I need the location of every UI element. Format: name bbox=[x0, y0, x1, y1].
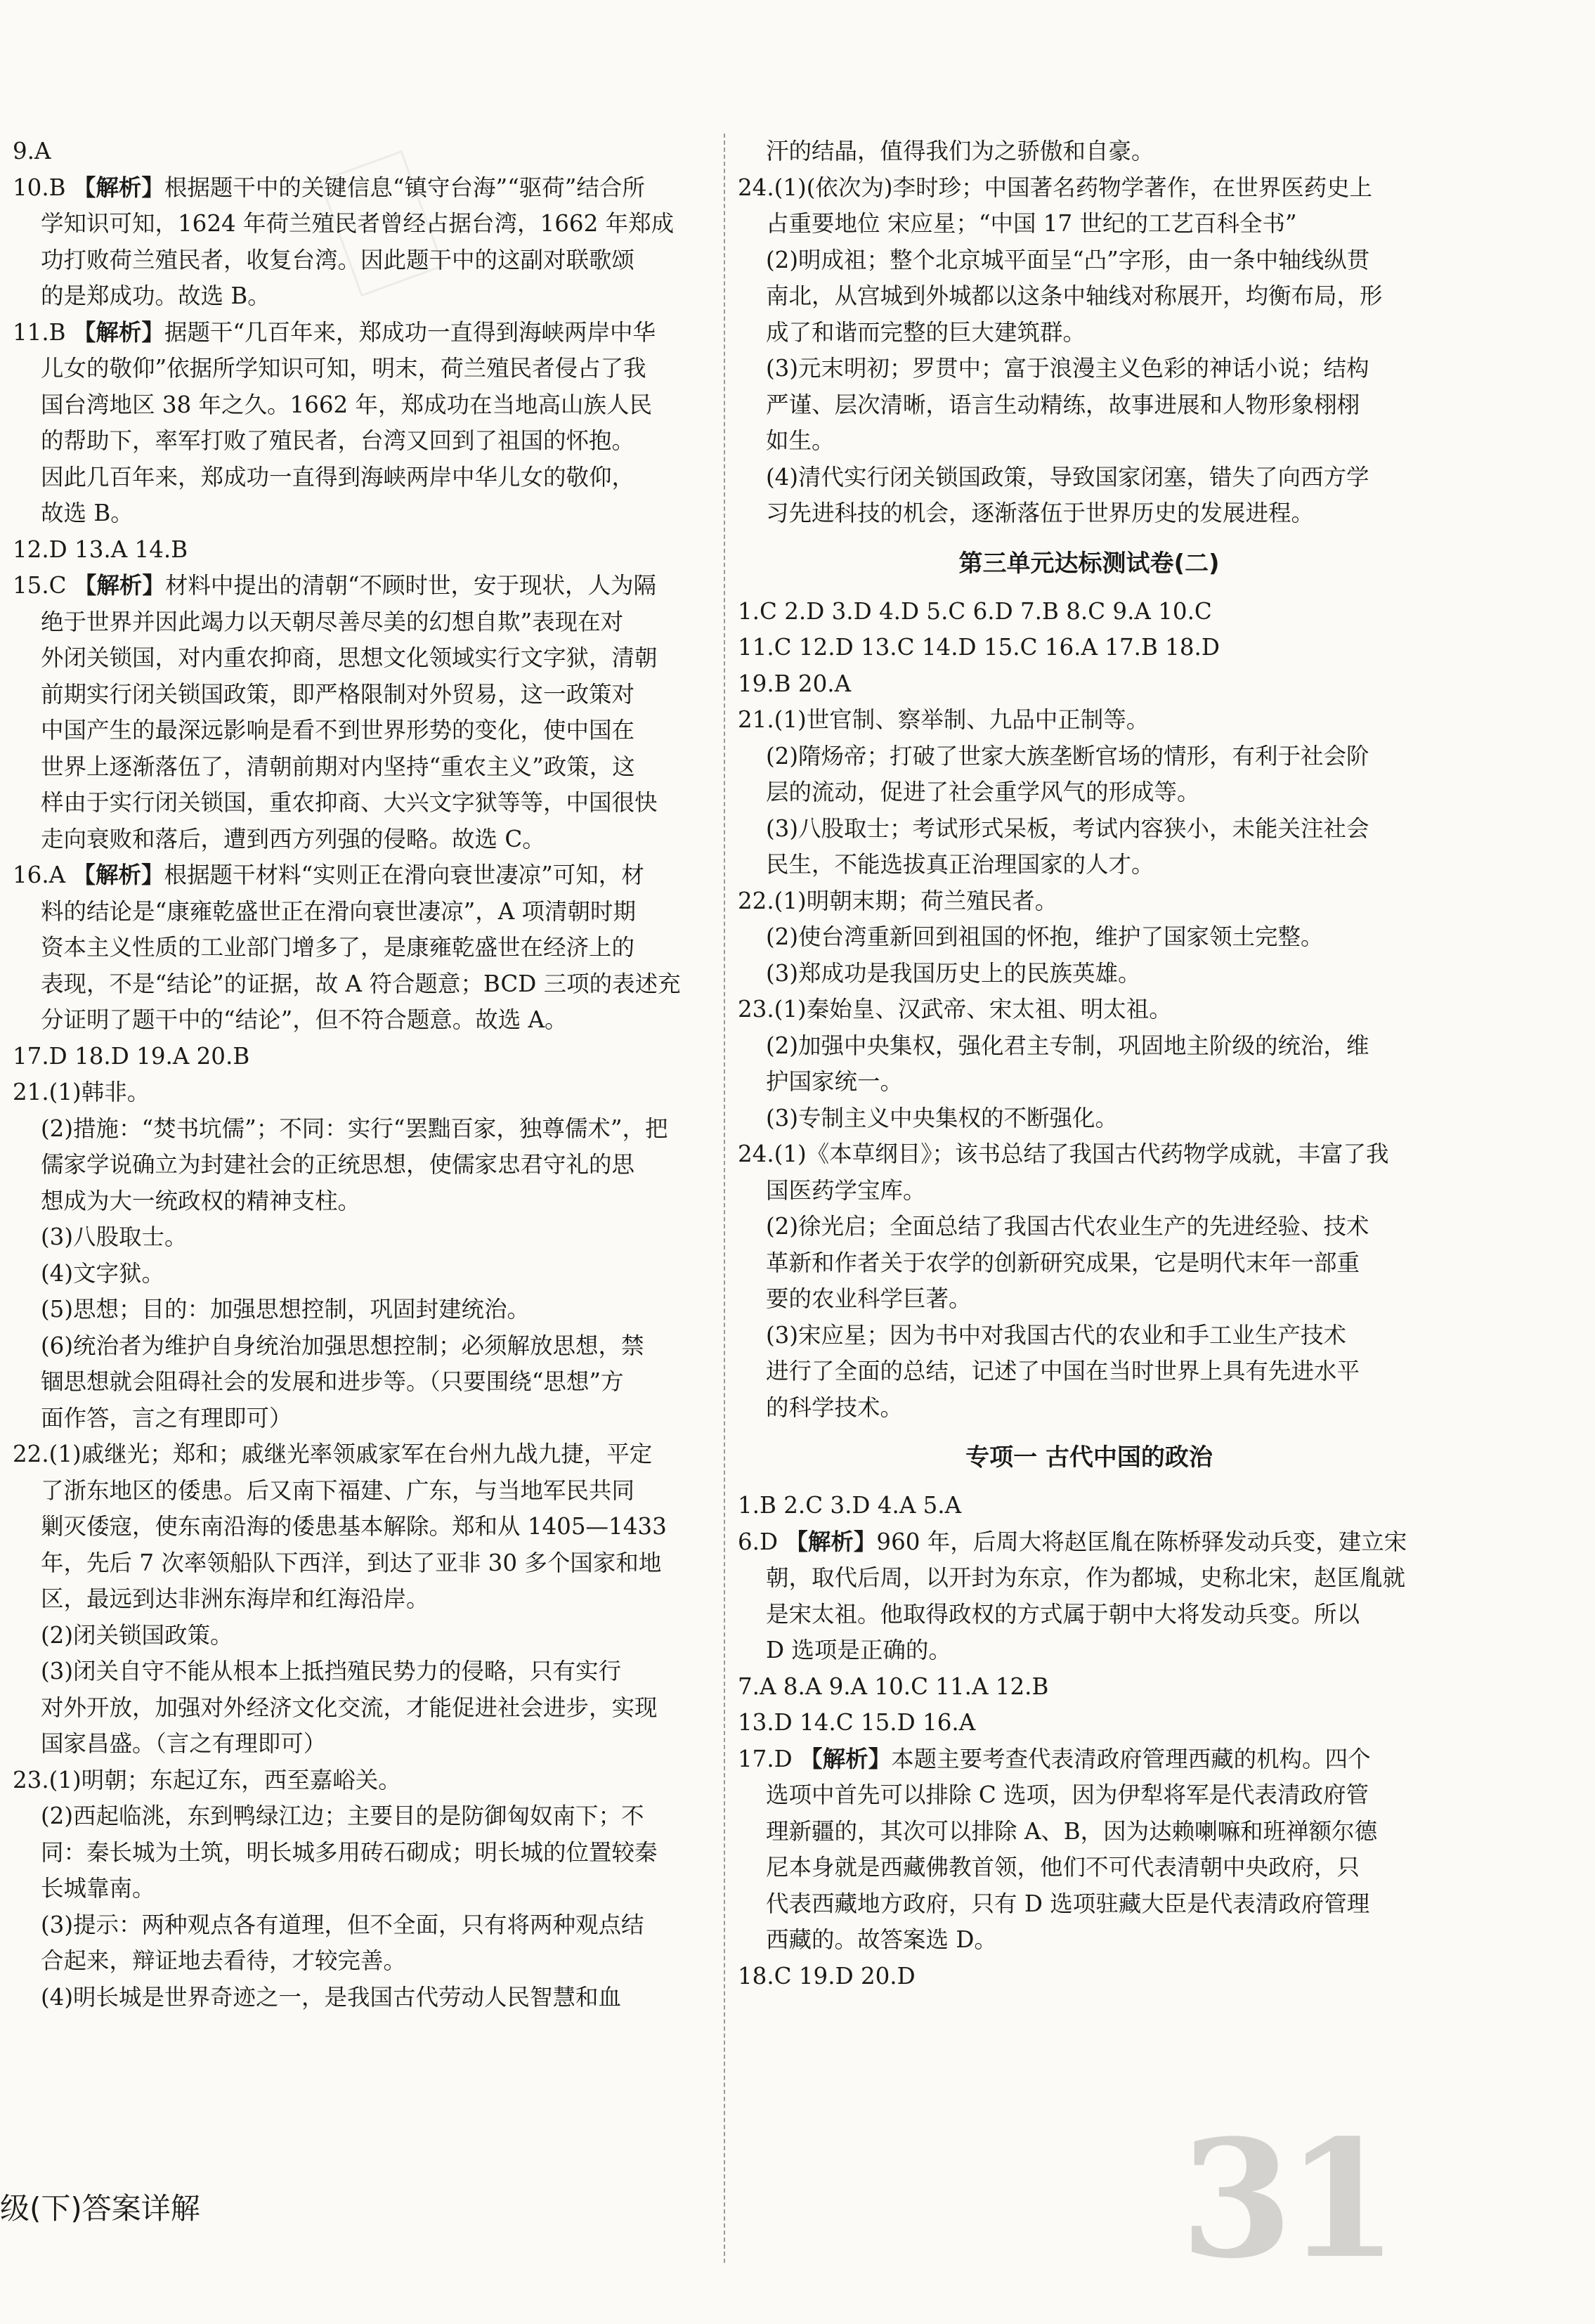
answer-line: 22.(1)明朝末期；荷兰殖民者。 bbox=[738, 887, 1058, 914]
answer-line: 1.B 2.C 3.D 4.A 5.A bbox=[738, 1492, 962, 1519]
answer-line: 的是郑成功。故选 B。 bbox=[41, 283, 271, 309]
answer-line: 18.C 19.D 20.D bbox=[738, 1962, 916, 1989]
answer-line: 对外开放，加强对外经济文化交流，才能促进社会进步，实现 bbox=[41, 1694, 658, 1721]
answer-line: 23.(1)明朝；东起辽东，西至嘉峪关。 bbox=[13, 1766, 401, 1793]
answer-line: 故选 B。 bbox=[41, 500, 134, 526]
answer-line: 如生。 bbox=[766, 427, 835, 454]
left-column bbox=[13, 134, 725, 2263]
answer-line: 11.C 12.D 13.C 14.D 15.C 16.A 17.B 18.D bbox=[738, 634, 1220, 661]
answer-line: 外闭关锁国，对内重农抑商，思想文化领域实行文字狱，清朝 bbox=[41, 644, 658, 671]
right-column bbox=[738, 134, 1440, 1994]
answer-line: 的科学技术。 bbox=[766, 1394, 904, 1421]
analysis-tag: 【解析】 bbox=[72, 862, 164, 888]
answer-line: 选项中首先可以排除 C 选项，因为伊犁将军是代表清政府管 bbox=[766, 1781, 1369, 1808]
section-title-special1: 专项一 古代中国的政治 bbox=[965, 1443, 1213, 1472]
answer-line: 17.D 18.D 19.A 20.B bbox=[13, 1042, 250, 1070]
answer-line: 表现，不是“结论”的证据，故 A 符合题意；BCD 三项的表述充 bbox=[41, 970, 681, 997]
answer-line: 年，先后 7 次率领船队下西洋，到达了亚非 30 多个国家和地 bbox=[41, 1549, 662, 1576]
answer-line: 进行了全面的总结，记述了中国在当时世界上具有先进水平 bbox=[766, 1358, 1360, 1384]
answer-line: 15.C 【解析】材料中提出的清朝“不顾时世，安于现状，人为隔 bbox=[13, 572, 657, 599]
answer-line: (3)元末明初；罗贯中；富于浪漫主义色彩的神话小说；结构 bbox=[766, 355, 1369, 382]
answer-line: 17.D 【解析】本题主要考查代表清政府管理西藏的机构。四个 bbox=[738, 1745, 1371, 1772]
answer-line: 成了和谐而完整的巨大建筑群。 bbox=[766, 318, 1086, 346]
answer-line: (2)明成祖；整个北京城平面呈“凸”字形，由一条中轴线纵贯 bbox=[766, 246, 1370, 273]
answer-line: 国家昌盛。（言之有理即可） bbox=[41, 1730, 327, 1757]
answer-line: 21.(1)世官制、察举制、九品中正制等。 bbox=[738, 706, 1150, 733]
answer-line: 12.D 13.A 14.B bbox=[13, 535, 188, 563]
answer-line: D 选项是正确的。 bbox=[766, 1637, 951, 1663]
answer-line: (3)提示：两种观点各有道理，但不全面，只有将两种观点结 bbox=[41, 1911, 644, 1938]
answer-line: 是宋太祖。他取得政权的方式属于朝中大将发动兵变。所以 bbox=[766, 1600, 1360, 1628]
answer-line: 尼本身就是西藏佛教首领，他们不可代表清朝中央政府，只 bbox=[766, 1854, 1360, 1881]
answer-line: 占重要地位 宋应星；“中国 17 世纪的工艺百科全书” bbox=[766, 210, 1297, 237]
answer-line: (3)闭关自守不能从根本上抵挡殖民势力的侵略，只有实行 bbox=[41, 1658, 622, 1684]
answer-line: 10.B 【解析】根据题干中的关键信息“镇守台海”“驱荷”结合所 bbox=[13, 174, 645, 201]
answer-line: 24.(1)(依次为)李时珍；中国著名药物学著作，在世界医药史上 bbox=[738, 174, 1373, 201]
answer-line: 剿灭倭寇，使东南沿海的倭患基本解除。郑和从 1405—1433 bbox=[41, 1513, 667, 1540]
answer-line: 民生，不能选拔真正治理国家的人才。 bbox=[766, 851, 1154, 878]
answer-line: 长城靠南。 bbox=[41, 1875, 155, 1902]
answer-line: 料的结论是“康雍乾盛世正在滑向衰世凄凉”，A 项清朝时期 bbox=[41, 897, 637, 925]
answer-line: 儿女的敬仰”依据所学知识可知，明末，荷兰殖民者侵占了我 bbox=[41, 355, 646, 382]
answer-line: 层的流动，促进了社会重学风气的形成等。 bbox=[766, 779, 1200, 805]
answer-line: (4)明长城是世界奇迹之一，是我国古代劳动人民智慧和血 bbox=[41, 1983, 622, 2011]
answer-line: 资本主义性质的工业部门增多了，是康雍乾盛世在经济上的 bbox=[41, 934, 635, 961]
answer-line: 同：秦长城为土筑，明长城多用砖石砌成；明长城的位置较秦 bbox=[41, 1838, 658, 1866]
answer-line: 面作答，言之有理即可） bbox=[41, 1404, 292, 1432]
answer-line: 分证明了题干中的“结论”，但不符合题意。故选 A。 bbox=[41, 1006, 568, 1033]
answer-line: 代表西藏地方政府，只有 D 选项驻藏大臣是代表清政府管理 bbox=[766, 1890, 1370, 1917]
analysis-tag: 【解析】 bbox=[73, 572, 165, 599]
answer-line: 的帮助下，率军打败了殖民者，台湾又回到了祖国的怀抱。 bbox=[41, 427, 635, 454]
answer-line: 国台湾地区 38 年之久。1662 年，郑成功在当地高山族人民 bbox=[41, 391, 653, 418]
answer-line: 要的农业科学巨著。 bbox=[766, 1285, 972, 1312]
answer-line: (6)统治者为维护自身统治加强思想控制；必须解放思想，禁 bbox=[41, 1332, 644, 1359]
answer-line: 汗的结晶，值得我们为之骄傲和自豪。 bbox=[766, 138, 1154, 164]
answer-line: (2)徐光启；全面总结了我国古代农业生产的先进经验、技术 bbox=[766, 1213, 1369, 1240]
answer-line: 南北，从宫城到外城都以这条中轴线对称展开，均衡布局，形 bbox=[766, 283, 1383, 309]
answer-line: 世界上逐渐落伍了，清朝前期对内坚持“重农主义”政策，这 bbox=[41, 753, 635, 780]
answer-line: (2)措施：“焚书坑儒”；不同：实行“罢黜百家，独尊儒术”，把 bbox=[41, 1115, 668, 1142]
answer-line: 想成为大一统政权的精神支柱。 bbox=[41, 1187, 361, 1214]
answer-line: (3)八股取士；考试形式呆板，考试内容狭小，未能关注社会 bbox=[766, 814, 1369, 842]
answer-line: 习先进科技的机会，逐渐落伍于世界历史的发展进程。 bbox=[766, 500, 1315, 526]
answer-line: 6.D 【解析】960 年，后周大将赵匡胤在陈桥驿发动兵变，建立宋 bbox=[738, 1528, 1407, 1555]
answer-line: (2)加强中央集权，强化君主专制，巩固地主阶级的统治，维 bbox=[766, 1032, 1369, 1059]
answer-line: (3)宋应星；因为书中对我国古代的农业和手工业生产技术 bbox=[766, 1321, 1347, 1349]
answer-line: 16.A 【解析】根据题干材料“实则正在滑向衰世凄凉”可知，材 bbox=[13, 862, 644, 888]
answer-line: 锢思想就会阻碍社会的发展和进步等。（只要围绕“思想”方 bbox=[41, 1368, 624, 1395]
answer-line: 合起来，辩证地去看待，才较完善。 bbox=[41, 1947, 407, 1974]
answer-line: 学知识可知，1624 年荷兰殖民者曾经占据台湾，1662 年郑成 bbox=[41, 210, 675, 237]
answer-line: 前期实行闭关锁国政策，即严格限制对外贸易，这一政策对 bbox=[41, 680, 635, 708]
answer-line: 功打败荷兰殖民者，收复台湾。因此题干中的这副对联歌颂 bbox=[41, 246, 635, 273]
answer-line: 21.(1)韩非。 bbox=[13, 1079, 150, 1105]
answer-line: 国医药学宝库。 bbox=[766, 1176, 926, 1204]
answer-line: 革新和作者关于农学的创新研究成果，它是明代末年一部重 bbox=[766, 1249, 1360, 1276]
answer-line: 22.(1)戚继光；郑和；戚继光率领戚家军在台州九战九捷，平定 bbox=[13, 1441, 653, 1467]
answer-line: 了浙东地区的倭患。后又南下福建、广东，与当地军民共同 bbox=[41, 1476, 635, 1504]
answer-line: 西藏的。故答案选 D。 bbox=[766, 1926, 997, 1953]
answer-line: 走向衰败和落后，遭到西方列强的侵略。故选 C。 bbox=[41, 825, 545, 852]
answer-line: 9.A bbox=[13, 138, 51, 164]
answer-line: (2)闭关锁国政策。 bbox=[41, 1621, 233, 1649]
analysis-tag: 【解析】 bbox=[785, 1528, 877, 1555]
answer-line: 朝，取代后周，以开封为东京，作为都城，史称北宋，赵匡胤就 bbox=[766, 1564, 1406, 1591]
answer-line: (3)专制主义中央集权的不断强化。 bbox=[766, 1104, 1119, 1131]
answer-line: 1.C 2.D 3.D 4.D 5.C 6.D 7.B 8.C 9.A 10.C bbox=[738, 597, 1212, 625]
answer-line: 19.B 20.A bbox=[738, 670, 852, 697]
answer-line: 因此几百年来，郑成功一直得到海峡两岸中华儿女的敬仰， bbox=[41, 463, 635, 491]
answer-line: 严谨、层次清晰，语言生动精练，故事进展和人物形象栩栩 bbox=[766, 391, 1360, 418]
footer-text: 级(下)答案详解 bbox=[0, 2191, 200, 2226]
answer-line: 区，最远到达非洲东海岸和红海沿岸。 bbox=[41, 1585, 429, 1612]
answer-line: 理新疆的，其次可以排除 A、B，因为达赖喇嘛和班禅额尔德 bbox=[766, 1817, 1378, 1845]
answer-line: 护国家统一。 bbox=[766, 1068, 904, 1095]
page-number: 31 bbox=[1180, 2105, 1392, 2294]
answer-line: 24.(1)《本草纲目》；该书总结了我国古代药物学成就，丰富了我 bbox=[738, 1141, 1389, 1167]
answer-line: 23.(1)秦始皇、汉武帝、宋太祖、明太祖。 bbox=[738, 996, 1172, 1023]
answer-line: (3)郑成功是我国历史上的民族英雄。 bbox=[766, 959, 1141, 987]
answer-line: (4)清代实行闭关锁国政策，导致国家闭塞，错失了向西方学 bbox=[766, 463, 1369, 491]
analysis-tag: 【解析】 bbox=[800, 1745, 892, 1772]
answer-line: 儒家学说确立为封建社会的正统思想，使儒家忠君守礼的思 bbox=[41, 1151, 635, 1178]
analysis-tag: 【解析】 bbox=[72, 174, 164, 201]
answer-line: (2)西起临洮，东到鸭绿江边；主要目的是防御匈奴南下；不 bbox=[41, 1803, 644, 1829]
analysis-tag: 【解析】 bbox=[72, 318, 164, 346]
answer-line: (4)文字狱。 bbox=[41, 1259, 165, 1287]
answer-line: (2)隋炀帝；打破了世家大族垄断官场的情形，有利于社会阶 bbox=[766, 742, 1369, 770]
answer-line: 绝于世界并因此竭力以天朝尽善尽美的幻想自欺”表现在对 bbox=[41, 608, 624, 635]
answer-line: (5)思想；目的：加强思想控制，巩固封建统治。 bbox=[41, 1296, 530, 1323]
answer-line: 7.A 8.A 9.A 10.C 11.A 12.B bbox=[738, 1673, 1049, 1700]
answer-line: (3)八股取士。 bbox=[41, 1223, 188, 1250]
answer-line: 13.D 14.C 15.D 16.A bbox=[738, 1709, 976, 1736]
answer-line: (2)使台湾重新回到祖国的怀抱，维护了国家领土完整。 bbox=[766, 923, 1324, 950]
section-title-unit3-test2: 第三单元达标测试卷(二) bbox=[958, 549, 1220, 578]
answer-line: 样由于实行闭关锁国，重农抑商、大兴文字狱等等，中国很快 bbox=[41, 789, 658, 816]
answer-line: 中国产生的最深远影响是看不到世界形势的变化，使中国在 bbox=[41, 717, 635, 744]
answer-line: 11.B 【解析】据题干“几百年来，郑成功一直得到海峡两岸中华 bbox=[13, 318, 656, 346]
